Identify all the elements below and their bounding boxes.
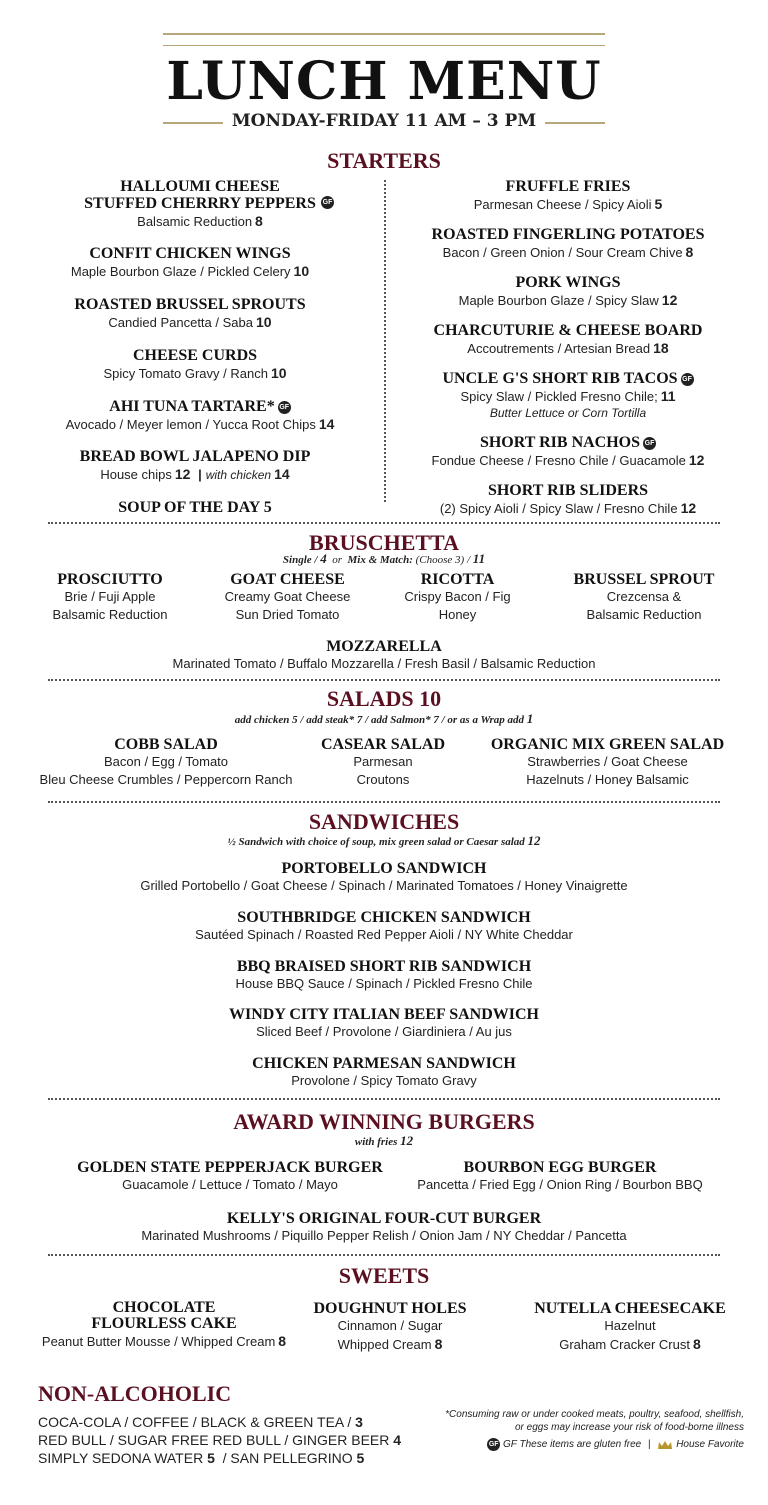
starter-brussel-sprouts [20, 296, 360, 332]
starter-short-rib-tacos [388, 370, 748, 420]
gluten-free-icon: GF [643, 437, 656, 450]
bruschetta-brussel-sprout [555, 571, 733, 624]
item-desc: Parmesan [353, 754, 413, 769]
salads-heading: SALADS 10 [326, 686, 442, 711]
item-name: CHARCUTURIE & CHEESE BOARD [433, 322, 703, 339]
page-title: LUNCH MENU [166, 51, 602, 112]
starter-soup [20, 499, 370, 516]
item-name: MOZZARELLA [326, 638, 442, 655]
item-desc: Balsamic Reduction [52, 607, 168, 622]
item-name: GOLDEN STATE PEPPERJACK BURGER [77, 1159, 383, 1176]
item-desc: Hazelnuts / Honey Balsamic [526, 772, 689, 787]
item-name: RICOTTA [420, 571, 495, 588]
item-name: BBQ BRAISED SHORT RIB SANDWICH [236, 958, 532, 975]
sweets-heading: SWEETS [338, 1263, 430, 1288]
gluten-free-icon: GF [321, 196, 334, 209]
bruschetta-heading: BRUSCHETTA [309, 530, 459, 555]
item-desc: Provolone / Spicy Tomato Gravy [291, 1073, 477, 1088]
item-name: PORK WINGS [515, 274, 621, 291]
top-gold-rule-thin [163, 45, 605, 46]
sandwich-bbq-short-rib [0, 958, 768, 993]
item-name: FRUFFLE FRIES [505, 178, 631, 195]
gluten-free-icon: GF [278, 401, 291, 414]
sandwiches-heading: SANDWICHES [308, 809, 460, 834]
item-name: CONFIT CHICKEN WINGS [89, 245, 291, 262]
top-gold-rule [163, 33, 605, 35]
item-desc: Peanut Butter Mousse / Whipped Cream 8 [41, 1333, 287, 1349]
item-desc: Marinated Mushrooms / Piquillo Pepper Relish / Onion Jam / NY Cheddar / Pancetta [141, 1228, 627, 1243]
item-desc: Fondue Cheese / Fresno Chile / Guacamole 12 [431, 452, 705, 468]
item-desc: Sliced Beef / Provolone / Giardiniera / Au jus [256, 1024, 512, 1039]
item-desc: Sun Dried Tomato [235, 607, 340, 622]
item-desc: Bacon / Egg / Tomato [103, 754, 229, 769]
section-divider [48, 522, 720, 524]
legend: GF GF These items are gluten free | House Favorite [488, 1439, 744, 1451]
item-name: UNCLE G'S SHORT RIB TACOS GF [442, 370, 692, 387]
sweet-doughnut-holes [290, 1300, 490, 1354]
crown-icon [657, 1440, 673, 1450]
drinks-line-3: SIMPLY SEDONA WATER 5 / SAN PELLEGRINO 5 [38, 1450, 365, 1466]
starter-charcuterie [388, 322, 748, 358]
salad-caesar [308, 736, 458, 789]
sandwich-portobello [0, 860, 768, 895]
item-desc: Candied Pancetta / Saba 10 [108, 314, 272, 330]
item-desc: House chips 12 | with chicken 14 [100, 466, 290, 482]
starter-fingerling-potatoes [388, 226, 748, 262]
item-name: COBB SALAD [114, 736, 218, 753]
item-desc: Hazelnut [604, 1318, 656, 1333]
item-name: BREAD BOWL JALAPENO DIP [79, 448, 311, 465]
item-desc: Strawberries / Goat Cheese [527, 754, 688, 769]
item-desc: Crispy Bacon / Fig [404, 589, 511, 604]
starter-cheese-curds [20, 347, 370, 383]
item-desc: Spicy Slaw / Pickled Fresno Chile; 11 [460, 388, 676, 404]
section-divider [48, 1254, 720, 1256]
bruschetta-mozzarella [0, 638, 768, 673]
sandwich-chicken-parm [0, 1055, 768, 1090]
item-desc: Honey [438, 607, 477, 622]
item-name: CHEESE CURDS [132, 347, 258, 364]
non-alcoholic-heading: NON-ALCOHOLIC [38, 1381, 232, 1406]
item-desc: Spicy Tomato Gravy / Ranch 10 [103, 365, 287, 381]
item-desc: Sautéed Spinach / Roasted Red Pepper Aioli / NY White Cheddar [195, 927, 573, 942]
starter-short-rib-nachos [388, 434, 748, 470]
item-name: KELLY'S ORIGINAL FOUR-CUT BURGER [226, 1210, 542, 1227]
item-desc: Guacamole / Lettuce / Tomato / Mayo [122, 1177, 338, 1192]
starters-divider [384, 180, 386, 502]
salads-note: add chicken 5 / add steak* 7 / add Salmon* 7 / or as a Wrap add 1 [234, 711, 534, 726]
item-name: ROASTED FINGERLING POTATOES [431, 226, 705, 243]
item-desc: Brie / Fuji Apple [64, 589, 156, 604]
item-name: CHICKEN PARMESAN SANDWICH [252, 1055, 516, 1072]
item-desc: Crezcensa & [606, 589, 682, 604]
starters-heading: STARTERS [327, 148, 441, 173]
item-desc: Marinated Tomato / Buffalo Mozzarella / Fresh Basil / Balsamic Reduction [172, 656, 596, 671]
item-name: NUTELLA CHEESECAKE [534, 1300, 726, 1317]
disclaimer-line: *Consuming raw or under cooked meats, poultry, seafood, shellfish, [445, 1409, 744, 1420]
starter-confit-wings [20, 245, 360, 281]
item-desc: Bacon / Green Onion / Sour Cream Chive 8 [442, 244, 694, 260]
drinks-line-1: COCA-COLA / COFFEE / BLACK & GREEN TEA / 3 [38, 1414, 363, 1430]
item-desc: Avocado / Meyer lemon / Yucca Root Chips 14 [65, 416, 335, 432]
burger-golden-state [40, 1159, 420, 1194]
hours-text: MONDAY-FRIDAY 11 AM – 3 PM [231, 111, 537, 131]
section-divider [48, 1098, 720, 1100]
burgers-note: with fries 12 [354, 1133, 414, 1148]
item-name: GOAT CHEESE [230, 571, 345, 588]
item-desc: Croutons [356, 772, 410, 787]
bruschetta-ricotta [380, 571, 535, 624]
item-name: BRUSSEL SPROUT [573, 571, 715, 588]
sandwich-windy-city [0, 1006, 768, 1041]
starter-pork-wings [388, 274, 748, 310]
section-divider [48, 801, 720, 803]
disclaimer-line: or eggs may increase your risk of food-borne illness [515, 1422, 744, 1433]
item-name: SHORT RIB SLIDERS [487, 482, 649, 499]
disclaimer [445, 1408, 744, 1451]
item-name: SOUP OF THE DAY 5 [118, 499, 272, 516]
item-desc: Whipped Cream 8 [337, 1336, 443, 1352]
item-name: AHI TUNA TARTARE* GF [109, 398, 290, 415]
item-desc: Maple Bourbon Glaze / Pickled Celery 10 [70, 263, 310, 279]
section-divider [48, 679, 720, 681]
item-desc: Maple Bourbon Glaze / Spicy Slaw 12 [458, 292, 678, 308]
item-name: CASEAR SALAD [320, 736, 446, 753]
bruschetta-prosciutto [30, 571, 190, 624]
starter-short-rib-sliders [388, 482, 748, 518]
item-name: SOUTHBRIDGE CHICKEN SANDWICH [237, 909, 531, 926]
item-desc: Graham Cracker Crust 8 [559, 1336, 701, 1352]
item-desc: House BBQ Sauce / Spinach / Pickled Fresno Chile [235, 976, 533, 991]
item-name: PORTOBELLO SANDWICH [281, 860, 487, 877]
gluten-free-icon: GF [487, 1438, 500, 1451]
item-desc: Cinnamon / Sugar [337, 1318, 443, 1333]
drinks-line-2: RED BULL / SUGAR FREE RED BULL / GINGER BEER 4 [38, 1432, 402, 1448]
item-name: HALLOUMI CHEESE STUFFED CHERRRY PEPPERS [84, 178, 316, 212]
item-desc: Grilled Portobello / Goat Cheese / Spinach / Marinated Tomatoes / Honey Vinaigrette [140, 878, 628, 893]
item-desc: Balsamic Reduction [586, 607, 702, 622]
item-name: PROSCIUTTO [57, 571, 163, 588]
item-name: CHOCOLATE FLOURLESS CAKE [91, 1299, 237, 1332]
sandwich-southbridge [0, 909, 768, 944]
burger-kellys-four-cut [0, 1210, 768, 1245]
item-desc: Bleu Cheese Crumbles / Peppercorn Ranch [39, 772, 293, 787]
starter-bread-bowl [20, 448, 370, 484]
item-desc: Accoutrements / Artesian Bread 18 [467, 340, 669, 356]
item-name: ORGANIC MIX GREEN SALAD [490, 736, 725, 753]
item-desc: Balsamic Reduction 8 [137, 213, 263, 229]
item-desc: Pancetta / Fried Egg / Onion Ring / Bourbon BBQ [417, 1177, 703, 1192]
bruschetta-goat-cheese [205, 571, 370, 624]
item-name: DOUGHNUT HOLES [313, 1300, 467, 1317]
gluten-free-icon: GF [681, 373, 694, 386]
sweet-chocolate-cake [24, 1300, 304, 1351]
starter-fruffle-fries [388, 178, 748, 214]
sandwiches-note: ½ Sandwich with choice of soup, mix green salad or Caesar salad 12 [227, 833, 541, 848]
item-name: ROASTED BRUSSEL SPROUTS [74, 296, 306, 313]
starter-ahi-tuna [20, 398, 380, 434]
item-desc: Creamy Goat Cheese [224, 589, 351, 604]
item-name: WINDY CITY ITALIAN BEEF SANDWICH [229, 1006, 539, 1023]
salad-cobb [28, 736, 304, 789]
burger-bourbon-egg [395, 1159, 725, 1194]
item-name: BOURBON EGG BURGER [463, 1159, 657, 1176]
item-desc: (2) Spicy Aioli / Spicy Slaw / Fresno Chile 12 [439, 500, 697, 516]
item-subdesc: Butter Lettuce or Corn Tortilla [489, 406, 647, 420]
bruschetta-note: Single / 4 or Mix & Match: (Choose 3) / 11 [282, 551, 486, 566]
item-desc: Parmesan Cheese / Spicy Aioli 5 [473, 196, 663, 212]
salad-organic-mix [475, 736, 740, 789]
item-name: SHORT RIB NACHOS GF [479, 434, 655, 451]
sweet-nutella-cheesecake [515, 1300, 745, 1354]
burgers-heading: AWARD WINNING BURGERS [233, 1109, 535, 1134]
